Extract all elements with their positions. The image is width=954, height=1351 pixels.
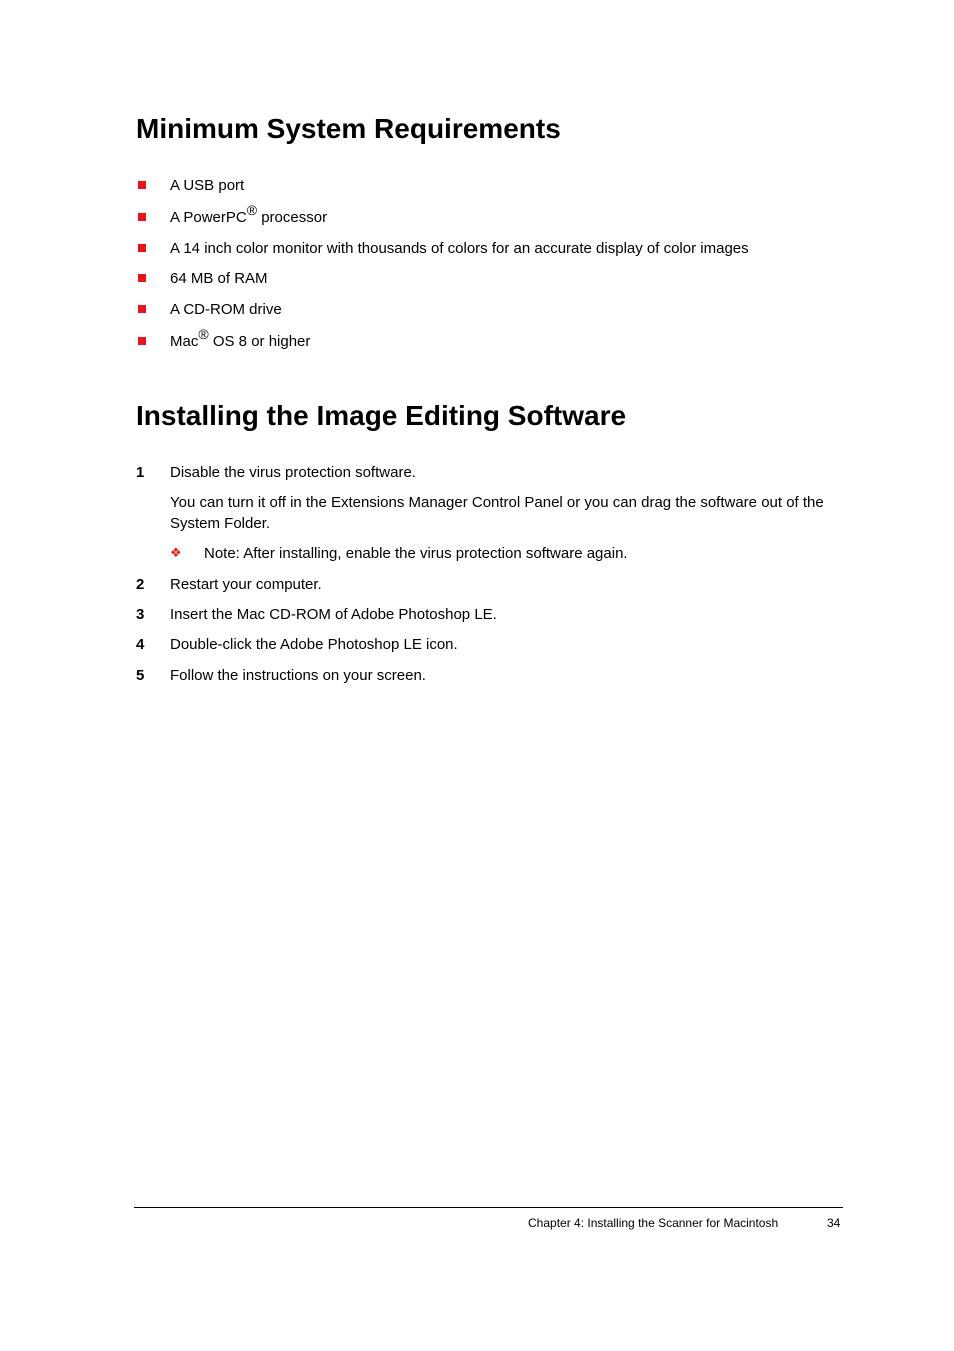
footer-page-number: 34: [827, 1216, 841, 1230]
requirement-text: A CD-ROM drive: [170, 301, 282, 318]
requirement-text: Mac® OS 8 or higher: [170, 326, 311, 350]
square-bullet-icon: [138, 181, 146, 189]
note-text: Note: After installing, enable the virus protection software again.: [204, 545, 628, 562]
four-diamond-note-icon: ❖: [170, 546, 182, 561]
registered-mark: ®: [198, 326, 209, 342]
footer-chapter-title: Chapter 4: Installing the Scanner for Macintosh: [528, 1216, 779, 1230]
step-number: 2: [136, 576, 145, 593]
requirement-text: A USB port: [170, 177, 245, 194]
step-number: 5: [136, 667, 145, 684]
square-bullet-icon: [138, 274, 146, 282]
square-bullet-icon: [138, 305, 146, 313]
step-number: 1: [136, 464, 145, 481]
step-text: Disable the virus protection software.: [170, 464, 416, 481]
heading-minimum-system-requirements: Minimum System Requirements: [136, 113, 561, 144]
square-bullet-icon: [138, 244, 146, 252]
requirement-text: A 14 inch color monitor with thousands of colors for an accurate display of color images: [170, 240, 749, 257]
step-number: 4: [136, 636, 145, 653]
step-text: Double-click the Adobe Photoshop LE icon.: [170, 636, 458, 653]
square-bullet-icon: [138, 337, 146, 345]
step-text: Restart your computer.: [170, 576, 322, 593]
square-bullet-icon: [138, 213, 146, 221]
step-text: Insert the Mac CD-ROM of Adobe Photoshop LE.: [170, 606, 497, 623]
footer-divider: [134, 1207, 843, 1208]
heading-installing-image-editing-software: Installing the Image Editing Software: [136, 400, 627, 431]
registered-mark: ®: [246, 202, 258, 218]
step-detail-paragraph: You can turn it off in the Extensions Manager Control Panel or you can drag the software out of the System Folder.: [170, 494, 824, 532]
step-text: Follow the instructions on your screen.: [170, 667, 426, 684]
requirement-text: A PowerPC® processor: [170, 202, 328, 226]
requirement-text: 64 MB of RAM: [170, 270, 268, 287]
step-number: 3: [136, 606, 145, 623]
